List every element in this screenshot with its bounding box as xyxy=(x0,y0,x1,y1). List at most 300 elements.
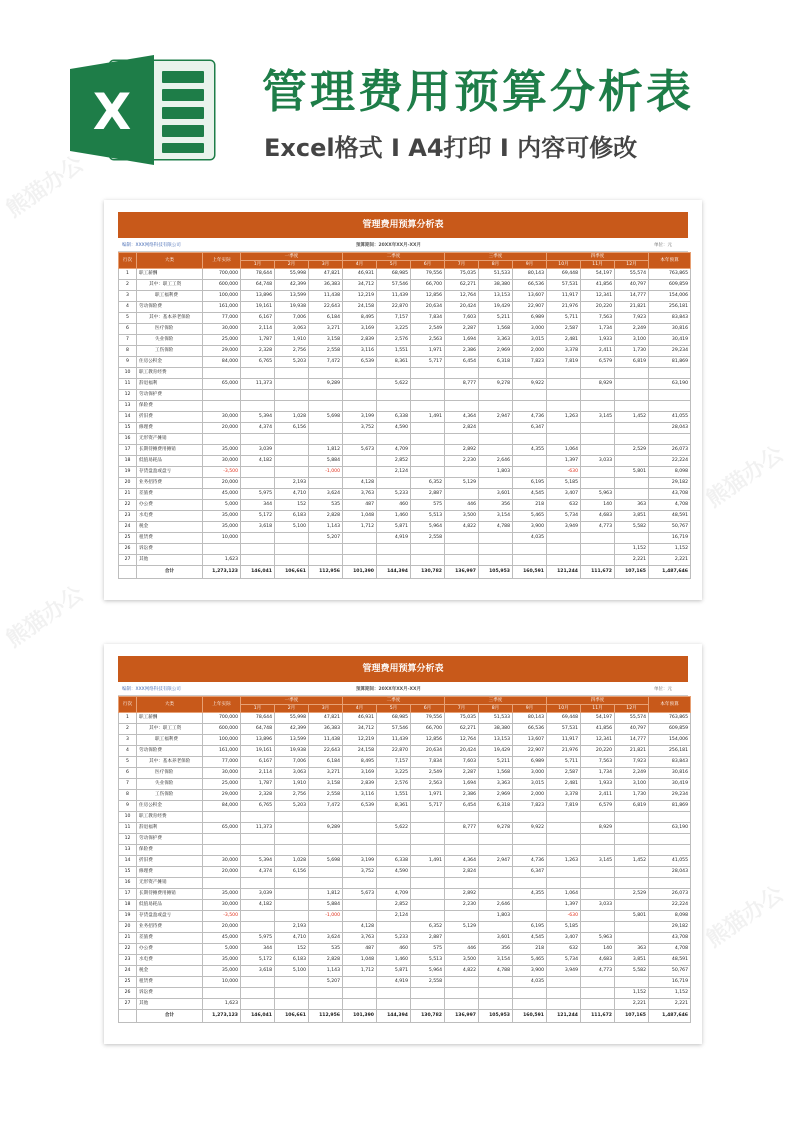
row-last-year: 600,000 xyxy=(203,724,241,735)
row-category: 长期待摊费用摊销 xyxy=(137,445,203,456)
row-month-value: 1,734 xyxy=(581,768,615,779)
row-month-value xyxy=(581,889,615,900)
row-category: 劳动保护费 xyxy=(137,390,203,401)
row-number: 1 xyxy=(119,269,137,280)
row-month-value: 3,015 xyxy=(513,335,547,346)
row-month-value: 5,233 xyxy=(377,489,411,500)
row-month-value: 55,998 xyxy=(275,269,309,280)
row-month-value: 4,709 xyxy=(377,445,411,456)
table-row xyxy=(119,302,691,313)
row-category: 修理费 xyxy=(137,423,203,434)
header-year-budget: 本年预算 xyxy=(649,253,691,269)
row-month-value: 2,558 xyxy=(411,977,445,988)
row-month-value xyxy=(581,478,615,489)
row-month-value: 21,821 xyxy=(615,302,649,313)
row-month-value xyxy=(241,544,275,555)
row-category: 租赁费 xyxy=(137,977,203,988)
row-month-value: 5,100 xyxy=(275,966,309,977)
table-row xyxy=(119,346,691,357)
table-row xyxy=(119,823,691,834)
row-last-year: 600,000 xyxy=(203,280,241,291)
row-month-value xyxy=(411,445,445,456)
row-month-value xyxy=(309,401,343,412)
row-category: 折旧费 xyxy=(137,856,203,867)
row-month-value: 1,803 xyxy=(479,911,513,922)
row-month-value: 5,172 xyxy=(241,955,275,966)
row-year-budget xyxy=(649,812,691,823)
row-month-value: 3,100 xyxy=(615,335,649,346)
row-month-value: 3,601 xyxy=(479,933,513,944)
row-number: 5 xyxy=(119,313,137,324)
row-year-budget: 50,767 xyxy=(649,966,691,977)
row-month-value: 3,752 xyxy=(343,423,377,434)
row-month-value: 6,318 xyxy=(479,801,513,812)
table-row xyxy=(119,456,691,467)
row-last-year xyxy=(203,544,241,555)
row-month-value: 6,819 xyxy=(615,801,649,812)
row-month-value xyxy=(275,845,309,856)
row-month-value: 1,787 xyxy=(241,335,275,346)
row-month-value xyxy=(275,533,309,544)
total-label: 合计 xyxy=(137,1010,203,1023)
row-month-value xyxy=(343,999,377,1010)
row-year-budget: 1,152 xyxy=(649,544,691,555)
row-month-value: 6,539 xyxy=(343,357,377,368)
row-month-value: 1,812 xyxy=(309,889,343,900)
row-month-value xyxy=(411,834,445,845)
row-year-budget: 256,181 xyxy=(649,746,691,757)
row-month-value: 3,900 xyxy=(513,966,547,977)
row-month-value: 1,933 xyxy=(581,779,615,790)
row-number: 22 xyxy=(119,500,137,511)
row-month-value: 2,892 xyxy=(445,445,479,456)
row-month-value: 5,963 xyxy=(581,933,615,944)
row-month-value: 1,064 xyxy=(547,889,581,900)
row-month-value: 152 xyxy=(275,944,309,955)
row-month-value: 3,378 xyxy=(547,790,581,801)
row-month-value: 1,730 xyxy=(615,346,649,357)
row-last-year: 20,000 xyxy=(203,867,241,878)
row-month-value: 2,969 xyxy=(479,790,513,801)
row-month-value: 3,378 xyxy=(547,346,581,357)
row-month-value xyxy=(343,834,377,845)
row-category: 失业保险 xyxy=(137,335,203,346)
row-number: 7 xyxy=(119,335,137,346)
row-month-value: 5,964 xyxy=(411,966,445,977)
row-month-value: 1,812 xyxy=(309,445,343,456)
row-category: 其中：职工工资 xyxy=(137,280,203,291)
row-last-year: 700,000 xyxy=(203,269,241,280)
row-month-value: 57,531 xyxy=(547,280,581,291)
row-month-value xyxy=(343,878,377,889)
header-month: 7月 xyxy=(445,705,479,713)
row-month-value: 55,998 xyxy=(275,713,309,724)
row-month-value: 2,558 xyxy=(309,346,343,357)
row-month-value: 7,819 xyxy=(547,357,581,368)
row-month-value xyxy=(275,379,309,390)
row-month-value: 3,618 xyxy=(241,966,275,977)
row-month-value xyxy=(479,988,513,999)
row-category: 辞退福利 xyxy=(137,379,203,390)
row-category: 劳动保险费 xyxy=(137,302,203,313)
header-quarter: 四季度 xyxy=(547,697,649,705)
row-month-value xyxy=(241,988,275,999)
row-month-value: 460 xyxy=(377,944,411,955)
row-month-value: 3,271 xyxy=(309,324,343,335)
row-month-value: 6,352 xyxy=(411,478,445,489)
row-month-value: 4,822 xyxy=(445,522,479,533)
table-body xyxy=(119,713,691,1023)
row-month-value: 3,949 xyxy=(547,522,581,533)
row-month-value: 6,579 xyxy=(581,801,615,812)
row-category: 诉讼费 xyxy=(137,988,203,999)
row-month-value: 3,015 xyxy=(513,779,547,790)
row-month-value: 3,363 xyxy=(479,335,513,346)
row-category: 其中：基本养老保险 xyxy=(137,313,203,324)
row-number: 13 xyxy=(119,401,137,412)
row-month-value: 2,563 xyxy=(411,335,445,346)
row-month-value: 12,856 xyxy=(411,735,445,746)
row-last-year: 35,000 xyxy=(203,511,241,522)
row-month-value: 4,035 xyxy=(513,977,547,988)
row-month-value: 2,756 xyxy=(275,346,309,357)
row-month-value: 4,919 xyxy=(377,533,411,544)
row-month-value: 3,145 xyxy=(581,412,615,423)
row-month-value xyxy=(411,544,445,555)
hero-subtitle: Excel格式 I A4打印 I 内容可修改 xyxy=(264,134,638,162)
header-month: 9月 xyxy=(513,261,547,269)
row-month-value: 54,197 xyxy=(581,269,615,280)
row-month-value xyxy=(275,911,309,922)
table-row xyxy=(119,434,691,445)
row-month-value: 11,438 xyxy=(309,291,343,302)
row-year-budget: 30,419 xyxy=(649,335,691,346)
row-last-year: 25,000 xyxy=(203,779,241,790)
row-category: 职工福利费 xyxy=(137,735,203,746)
row-month-value: 1,568 xyxy=(479,324,513,335)
row-month-value: 5,129 xyxy=(445,478,479,489)
row-month-value: 66,536 xyxy=(513,280,547,291)
row-month-value: 2,328 xyxy=(241,346,275,357)
total-month-value: 130,782 xyxy=(411,1010,445,1023)
row-month-value xyxy=(581,812,615,823)
row-month-value: 5,233 xyxy=(377,933,411,944)
row-month-value xyxy=(241,434,275,445)
row-month-value xyxy=(547,834,581,845)
row-number: 27 xyxy=(119,555,137,566)
row-category: 低值易耗品 xyxy=(137,900,203,911)
total-month-value: 106,661 xyxy=(275,566,309,579)
row-month-value xyxy=(411,878,445,889)
total-label: 合计 xyxy=(137,566,203,579)
row-month-value: 4,736 xyxy=(513,856,547,867)
header-month: 11月 xyxy=(581,705,615,713)
row-month-value xyxy=(479,977,513,988)
row-month-value xyxy=(513,878,547,889)
row-month-value: 2,328 xyxy=(241,790,275,801)
row-month-value: 6,183 xyxy=(275,511,309,522)
row-month-value xyxy=(615,401,649,412)
row-year-budget: 63,190 xyxy=(649,823,691,834)
row-month-value: 47,821 xyxy=(309,713,343,724)
row-month-value: 1,803 xyxy=(479,467,513,478)
table-row xyxy=(119,867,691,878)
row-month-value xyxy=(479,434,513,445)
row-number: 19 xyxy=(119,467,137,478)
row-month-value: 6,819 xyxy=(615,357,649,368)
row-month-value: 41,856 xyxy=(581,724,615,735)
row-year-budget xyxy=(649,401,691,412)
row-month-value: 5,963 xyxy=(581,489,615,500)
watermark-text: 熊猫办公 xyxy=(701,881,789,953)
row-month-value: 575 xyxy=(411,500,445,511)
row-year-budget xyxy=(649,845,691,856)
row-month-value xyxy=(309,999,343,1010)
row-last-year: -3,500 xyxy=(203,467,241,478)
row-last-year: 161,000 xyxy=(203,302,241,313)
total-row-number xyxy=(119,566,137,579)
sheet-preview-2 xyxy=(104,644,702,1044)
row-month-value: 1,263 xyxy=(547,412,581,423)
row-month-value: 3,500 xyxy=(445,511,479,522)
row-month-value: 6,318 xyxy=(479,357,513,368)
table-row xyxy=(119,878,691,889)
row-category: 存货盘盈或盘亏 xyxy=(137,467,203,478)
row-month-value: 3,199 xyxy=(343,412,377,423)
row-month-value xyxy=(479,390,513,401)
row-last-year: 161,000 xyxy=(203,746,241,757)
row-month-value xyxy=(547,434,581,445)
row-month-value xyxy=(479,878,513,889)
row-month-value: 1,712 xyxy=(343,966,377,977)
row-month-value: 2,529 xyxy=(615,445,649,456)
row-last-year: 45,000 xyxy=(203,933,241,944)
row-month-value xyxy=(377,999,411,1010)
row-month-value xyxy=(309,478,343,489)
row-month-value: 5,211 xyxy=(479,757,513,768)
row-month-value xyxy=(411,434,445,445)
row-year-budget: 4,708 xyxy=(649,944,691,955)
row-month-value: 5,698 xyxy=(309,412,343,423)
row-month-value xyxy=(445,812,479,823)
row-number: 2 xyxy=(119,280,137,291)
row-month-value: 34,712 xyxy=(343,724,377,735)
row-month-value: 2,558 xyxy=(309,790,343,801)
row-month-value xyxy=(377,390,411,401)
row-category: 办公费 xyxy=(137,944,203,955)
row-month-value: 363 xyxy=(615,944,649,955)
row-month-value: 218 xyxy=(513,944,547,955)
table-row xyxy=(119,922,691,933)
row-last-year: 20,000 xyxy=(203,423,241,434)
row-month-value: 5,673 xyxy=(343,889,377,900)
row-month-value xyxy=(411,889,445,900)
row-month-value: 5,673 xyxy=(343,445,377,456)
row-month-value: 5,394 xyxy=(241,856,275,867)
table-row xyxy=(119,900,691,911)
row-month-value: 12,219 xyxy=(343,735,377,746)
row-month-value: 1,028 xyxy=(275,412,309,423)
header-quarter: 三季度 xyxy=(445,253,547,261)
row-month-value xyxy=(615,489,649,500)
row-month-value: 6,184 xyxy=(309,313,343,324)
row-month-value: 2,411 xyxy=(581,790,615,801)
row-month-value: 356 xyxy=(479,500,513,511)
row-month-value: 6,989 xyxy=(513,313,547,324)
table-row xyxy=(119,500,691,511)
row-month-value: 12,341 xyxy=(581,291,615,302)
row-month-value: 2,887 xyxy=(411,933,445,944)
row-month-value: 13,896 xyxy=(241,735,275,746)
row-number: 6 xyxy=(119,324,137,335)
row-month-value: 1,452 xyxy=(615,856,649,867)
header-row-no: 行次 xyxy=(119,697,137,713)
row-month-value xyxy=(513,999,547,1010)
row-year-budget: 43,708 xyxy=(649,489,691,500)
row-month-value: 3,039 xyxy=(241,889,275,900)
row-category: 住房公积金 xyxy=(137,801,203,812)
row-month-value: 3,271 xyxy=(309,768,343,779)
row-month-value: 4,919 xyxy=(377,977,411,988)
table-row xyxy=(119,280,691,291)
total-year-budget: 1,487,646 xyxy=(649,1010,691,1023)
row-category: 租赁费 xyxy=(137,533,203,544)
row-month-value xyxy=(581,533,615,544)
row-month-value xyxy=(479,555,513,566)
row-month-value xyxy=(309,434,343,445)
row-month-value: 3,363 xyxy=(479,779,513,790)
row-month-value xyxy=(513,368,547,379)
row-month-value xyxy=(275,445,309,456)
row-number: 21 xyxy=(119,933,137,944)
row-month-value: 2,852 xyxy=(377,456,411,467)
row-month-value: 20,220 xyxy=(581,302,615,313)
row-month-value: 3,169 xyxy=(343,768,377,779)
row-month-value: 7,472 xyxy=(309,357,343,368)
table-row xyxy=(119,423,691,434)
row-month-value: 5,975 xyxy=(241,933,275,944)
row-month-value: 2,576 xyxy=(377,335,411,346)
row-month-value: 54,197 xyxy=(581,713,615,724)
sheet-title: 管理费用预算分析表 xyxy=(118,656,688,682)
row-month-value: 3,763 xyxy=(343,489,377,500)
row-number: 6 xyxy=(119,768,137,779)
table-row xyxy=(119,779,691,790)
row-number: 17 xyxy=(119,445,137,456)
row-month-value: 3,039 xyxy=(241,445,275,456)
row-month-value: 363 xyxy=(615,500,649,511)
row-month-value xyxy=(445,933,479,944)
row-month-value: 3,116 xyxy=(343,790,377,801)
table-row xyxy=(119,724,691,735)
row-month-value: 5,465 xyxy=(513,511,547,522)
row-month-value xyxy=(241,533,275,544)
row-month-value: 68,985 xyxy=(377,269,411,280)
row-month-value xyxy=(241,845,275,856)
row-month-value xyxy=(547,390,581,401)
row-month-value: 3,949 xyxy=(547,966,581,977)
row-number: 14 xyxy=(119,856,137,867)
total-row-number xyxy=(119,1010,137,1023)
row-number: 10 xyxy=(119,368,137,379)
row-month-value xyxy=(547,812,581,823)
row-month-value: 57,546 xyxy=(377,280,411,291)
row-category: 其他 xyxy=(137,999,203,1010)
row-month-value xyxy=(343,911,377,922)
row-month-value: 7,006 xyxy=(275,313,309,324)
row-month-value xyxy=(445,467,479,478)
row-year-budget: 30,816 xyxy=(649,768,691,779)
row-last-year: 30,000 xyxy=(203,768,241,779)
row-month-value: 6,454 xyxy=(445,801,479,812)
row-month-value xyxy=(411,900,445,911)
header-quarter: 二季度 xyxy=(343,253,445,261)
row-month-value: 4,710 xyxy=(275,933,309,944)
row-month-value xyxy=(581,467,615,478)
row-month-value: 5,871 xyxy=(377,966,411,977)
row-month-value xyxy=(547,823,581,834)
row-last-year xyxy=(203,845,241,856)
period-label: 预算期间：20XX年XX月-XX月 xyxy=(356,243,421,248)
total-month-value: 136,997 xyxy=(445,1010,479,1023)
row-month-value: 6,167 xyxy=(241,313,275,324)
table-row xyxy=(119,999,691,1010)
row-month-value: 1,694 xyxy=(445,779,479,790)
row-category: 职工教育经费 xyxy=(137,368,203,379)
row-month-value xyxy=(445,999,479,1010)
row-category: 工伤保险 xyxy=(137,346,203,357)
row-month-value xyxy=(581,445,615,456)
row-month-value: 6,195 xyxy=(513,478,547,489)
row-month-value: 9,922 xyxy=(513,379,547,390)
row-month-value xyxy=(411,845,445,856)
row-month-value: 4,545 xyxy=(513,933,547,944)
row-month-value xyxy=(241,555,275,566)
row-month-value: 3,618 xyxy=(241,522,275,533)
row-last-year: 65,000 xyxy=(203,379,241,390)
total-row xyxy=(119,566,691,579)
row-number: 17 xyxy=(119,889,137,900)
row-last-year: 29,000 xyxy=(203,346,241,357)
row-month-value: 2,114 xyxy=(241,768,275,779)
row-month-value: 3,601 xyxy=(479,489,513,500)
row-month-value: 1,460 xyxy=(377,955,411,966)
row-month-value xyxy=(615,845,649,856)
row-last-year: 20,000 xyxy=(203,922,241,933)
row-month-value: 4,355 xyxy=(513,889,547,900)
row-category: 住房公积金 xyxy=(137,357,203,368)
row-month-value: 9,289 xyxy=(309,379,343,390)
row-month-value: 66,700 xyxy=(411,280,445,291)
row-last-year: 1,623 xyxy=(203,999,241,1010)
row-year-budget: 50,767 xyxy=(649,522,691,533)
row-month-value: 7,157 xyxy=(377,313,411,324)
row-category: 长期待摊费用摊销 xyxy=(137,889,203,900)
row-month-value xyxy=(615,456,649,467)
row-month-value: 21,976 xyxy=(547,302,581,313)
row-month-value: 5,622 xyxy=(377,379,411,390)
header-month: 2月 xyxy=(275,705,309,713)
row-month-value: 12,764 xyxy=(445,291,479,302)
row-category: 水电费 xyxy=(137,511,203,522)
row-last-year: 30,000 xyxy=(203,412,241,423)
row-number: 15 xyxy=(119,423,137,434)
row-month-value: 6,184 xyxy=(309,757,343,768)
table-row xyxy=(119,412,691,423)
row-last-year xyxy=(203,390,241,401)
total-month-value: 106,661 xyxy=(275,1010,309,1023)
header-month: 12月 xyxy=(615,261,649,269)
